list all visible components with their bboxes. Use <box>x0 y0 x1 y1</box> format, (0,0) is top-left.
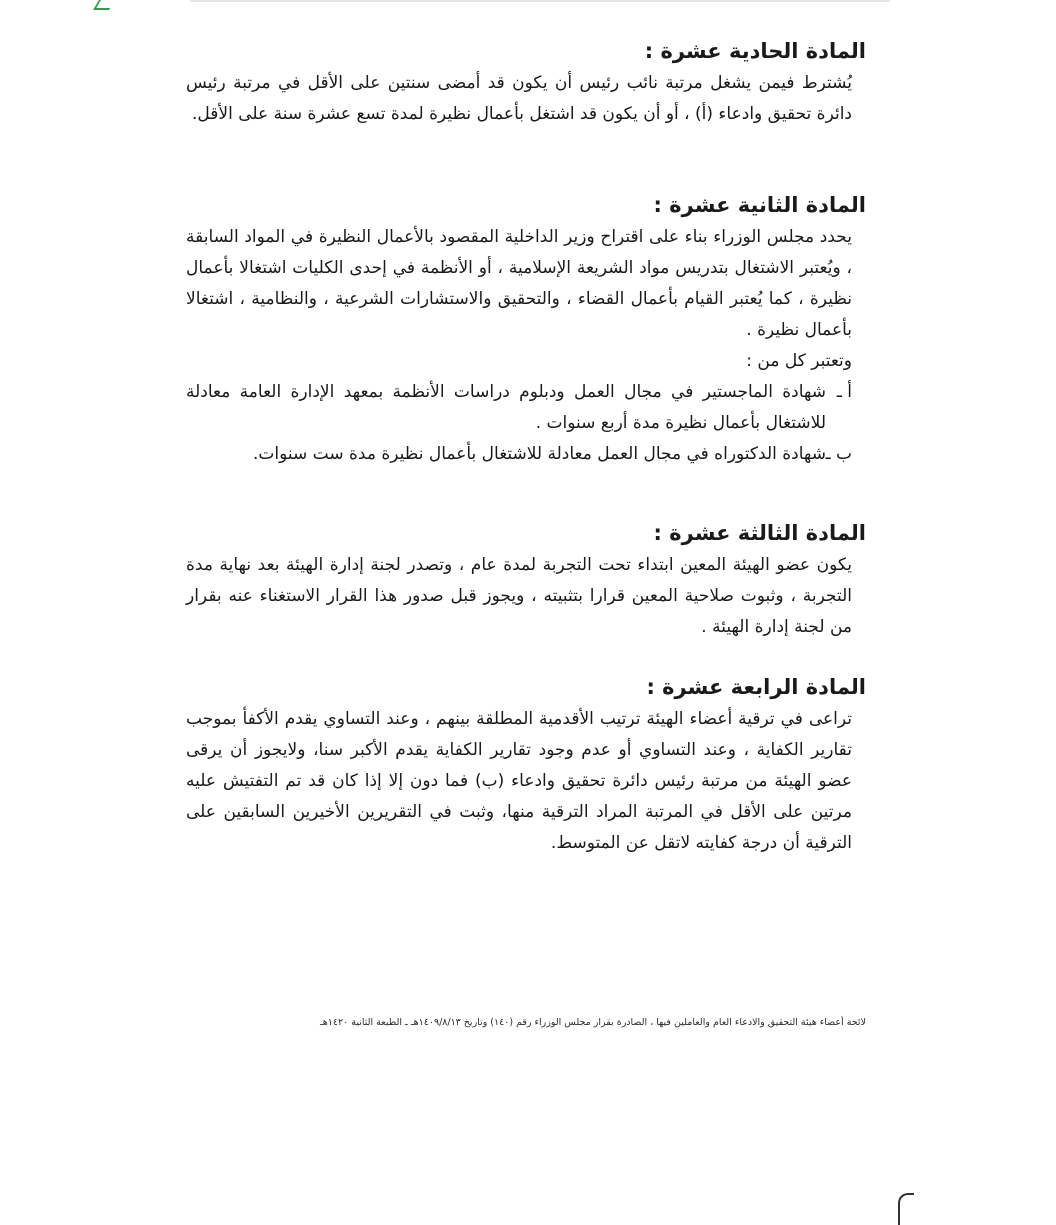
article-13 <box>186 518 866 643</box>
article-paragraph: يحدد مجلس الوزراء بناء على اقتراح وزير الداخلية المقصود بالأعمال النظيرة في المواد السابقة ، ويُعتبر الاشتغال بتدريس مواد الشريعة الإسلامية ، أو الأنظمة في إحدى الكليات اشتغالا بأعمال نظيرة ، كما يُعتبر القيام بأعمال القضاء ، والتحقيق والاستشارات الشرعية ، والنظامية ، اشتغالا بأعمال نظيرة . <box>186 227 852 340</box>
article-12 <box>186 190 866 470</box>
list-item-text: شهادة الماجستير في مجال العمل ودبلوم دراسات الأنظمة بمعهد الإدارة العامة معادلة للاشتغال بأعمال نظيرة مدة أربع سنوات . <box>186 382 826 433</box>
article-body <box>186 550 866 643</box>
list-item <box>186 439 866 470</box>
article-body <box>186 222 866 346</box>
article-body <box>186 68 866 130</box>
article-paragraph: يُشترط فيمن يشغل مرتبة نائب رئيس أن يكون قد أمضى سنتين على الأقل في مرتبة رئيس دائرة تحقيق وادعاء (أ) ، أو أن يكون قد اشتغل بأعمال نظيرة لمدة تسع عشرة سنة على الأقل. <box>186 73 852 124</box>
footer-citation: لائحة أعضاء هيئة التحقيق والادعاء العام والعاملين فيها ، الصادرة بقرار مجلس الوزراء رقم (١٤٠) وتاريخ ١٤٠٩/٨/١٣هـ ـ الطبعة الثانية ١٤٢٠هـ <box>320 1017 866 1028</box>
article-title: المادة الثالثة عشرة : <box>653 521 866 545</box>
article-paragraph: يكون عضو الهيئة المعين ابتداء تحت التجربة لمدة عام ، وتصدر لجنة إدارة الهيئة بعد نهاية مدة التجربة ، وثبوت صلاحية المعين قرارا بتثبيته ، ويجوز قبل صدور هذا القرار الاستغناء عنه بقرار من لجنة إدارة الهيئة . <box>186 555 852 637</box>
article-title: المادة الثانية عشرة : <box>653 193 866 217</box>
article-14 <box>186 672 866 859</box>
page-corner-bracket <box>898 1193 914 1225</box>
list-item <box>186 377 866 439</box>
top-scan-rule <box>190 0 890 2</box>
article-title: المادة الحادية عشرة : <box>644 39 866 63</box>
list-marker: ب ـ <box>825 444 852 464</box>
article-body <box>186 704 866 859</box>
article-title: المادة الرابعة عشرة : <box>646 675 866 699</box>
list-intro: وتعتبر كل من : <box>746 351 852 371</box>
article-11 <box>186 36 866 130</box>
corner-check-mark <box>93 0 115 10</box>
list-marker: أ ـ <box>836 382 852 402</box>
article-paragraph: تراعى في ترقية أعضاء الهيئة ترتيب الأقدمية المطلقة بينهم ، وعند التساوي يقدم الأكفأ بموجب تقارير الكفاية ، وعند التساوي أو عدم وجود تقارير الكفاية يقدم الأكبر سنا، ولايجوز أن يرقى عضو الهيئة من مرتبة رئيس دائرة تحقيق وادعاء (ب) فما دون إلا إذا كان قد تم التفتيش عليه مرتين على الأقل في المرتبة المراد الترقية منها، وثبت في التقريرين الأخيرين السابقين على الترقية أن درجة كفايته لاتقل عن المتوسط. <box>186 709 852 853</box>
list-item-text: شهادة الدكتوراه في مجال العمل معادلة للاشتغال بأعمال نظيرة مدة ست سنوات. <box>252 444 826 464</box>
equivalence-list <box>186 377 866 470</box>
